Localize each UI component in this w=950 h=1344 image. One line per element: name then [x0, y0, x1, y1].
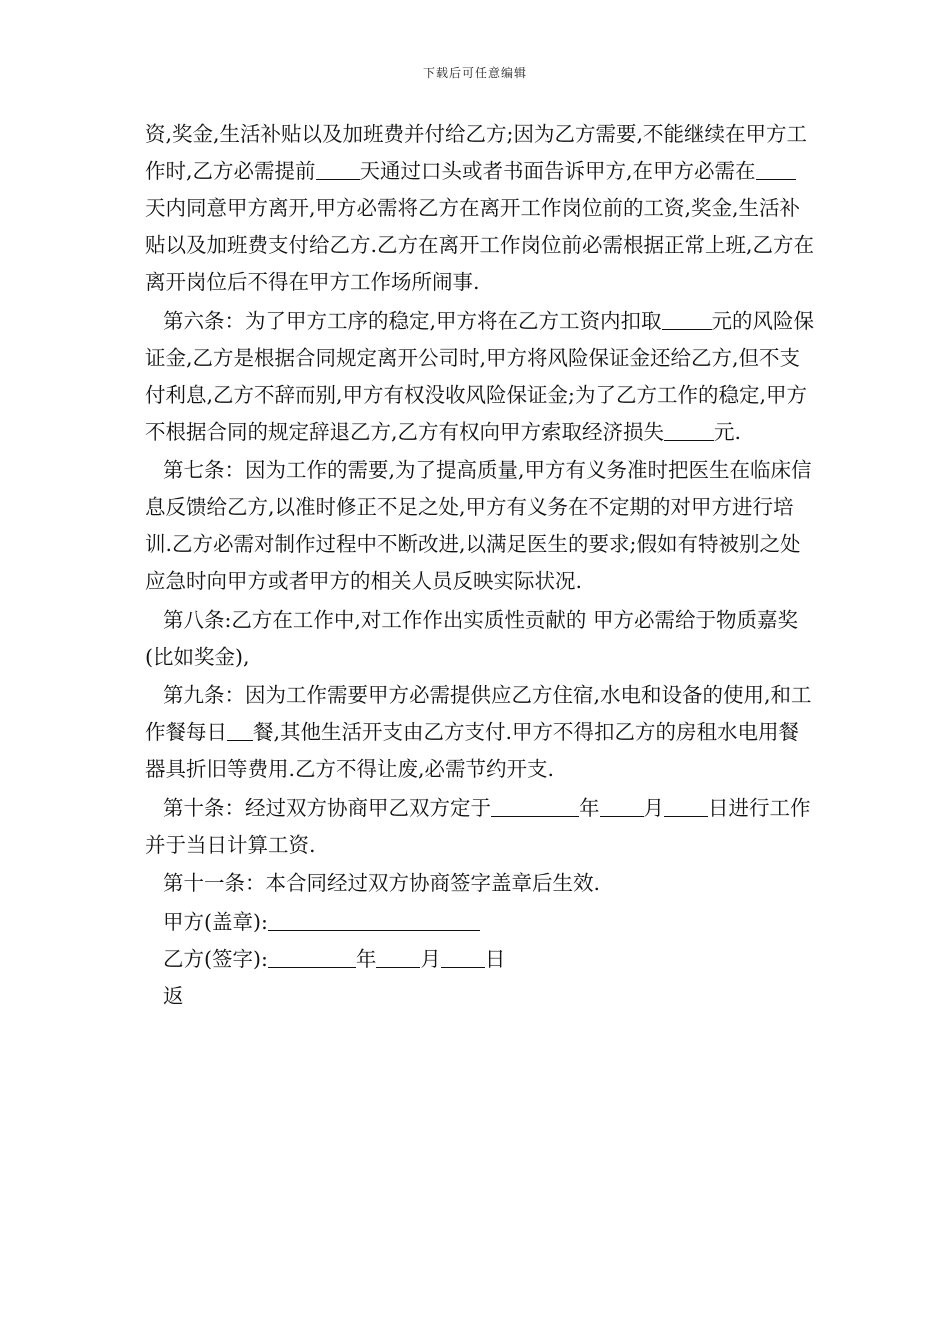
text-span: 甲方(盖章):	[163, 909, 268, 934]
signature-line	[268, 912, 480, 931]
date-month-line	[376, 949, 420, 968]
text-span: 天通过口头或者书面告诉甲方,在甲方必需在	[359, 159, 756, 183]
text-span: 日	[484, 946, 506, 971]
blank-line	[316, 161, 360, 180]
text-span: 第九条：因为工作需要甲方必需提供应乙方住宿,水电和设备的使用,和工作餐每日	[145, 683, 812, 744]
text-span: 年	[355, 946, 377, 971]
article-10	[145, 790, 815, 864]
text-span: 元的风险保证金,乙方是根据合同规定离开公司时,甲方将风险保证金还给乙方,但不支付利息,乙方不辞而别,甲方有权没收风险保证金;为了乙方工作的稳定,甲方不根据合同的规定辞退乙方,乙方有权向甲方索取经济损失	[145, 308, 815, 444]
text-span: 年	[579, 795, 600, 820]
text-span: 第六条：为了甲方工序的稳定,甲方将在乙方工资内扣取	[163, 308, 662, 333]
contract-body	[145, 116, 815, 1015]
signature-party-b	[145, 941, 815, 978]
page-header: 下载后可任意编辑	[422, 66, 527, 80]
signature-party-a	[145, 904, 815, 941]
article-7: 第七条：因为工作的需要,为了提高质量,甲方有义务准时把医生在临床信息反馈给乙方,以准时修正不足之处,甲方有义务在不定期的对甲方进行培训.乙方必需对制作过程中不断改进,以满足医生的要求;假如有特被别之处应急时向甲方或者甲方的相关人员反映实际状况.	[145, 458, 812, 593]
date-day-line	[441, 949, 485, 968]
blank-line	[756, 161, 796, 180]
blank-line	[664, 422, 714, 441]
text-span: 资,奖金,生活补贴以及加班费并付给乙方;因为乙方需要,不能继续在甲方工作时,乙方必需提前	[145, 122, 807, 183]
article-6	[145, 303, 815, 451]
blank-line	[227, 722, 253, 741]
text-span: 元.	[714, 419, 742, 444]
blank-line	[662, 311, 712, 330]
article-8: 第八条:乙方在工作中,对工作作出实质性贡献的 甲方必需给于物质嘉奖(比如奖金),	[145, 607, 798, 669]
blank-line	[600, 798, 644, 817]
article-11: 第十一条：本合同经过双方协商签字盖章后生效.	[163, 871, 601, 895]
footer-char: 返	[163, 983, 184, 1008]
text-span: 餐,其他生活开支由乙方支付.甲方不得扣乙方的房租水电用餐器具折旧等费用.乙方不得让废,必需节约开支.	[145, 720, 800, 781]
text-span: 第十条：经过双方协商甲乙双方定于	[163, 795, 491, 820]
article-9	[145, 677, 815, 788]
blank-line	[664, 798, 708, 817]
text-span: 日进行工作 并于当日计算工资.	[145, 795, 811, 857]
text-span: 月	[420, 946, 441, 971]
date-year-line	[268, 949, 356, 968]
text-span: 月	[643, 795, 664, 820]
text-span: 乙方(签字):	[163, 946, 268, 971]
paragraph-resignation	[145, 116, 815, 301]
blank-line	[491, 798, 579, 817]
text-span: 天内同意甲方离开,甲方必需将乙方在离开工作岗位前的工资,奖金,生活补贴以及加班费支付给乙方.乙方在离开工作岗位前必需根据正常上班,乙方在离开岗位后不得在甲方工作场所闹事.	[145, 196, 815, 294]
